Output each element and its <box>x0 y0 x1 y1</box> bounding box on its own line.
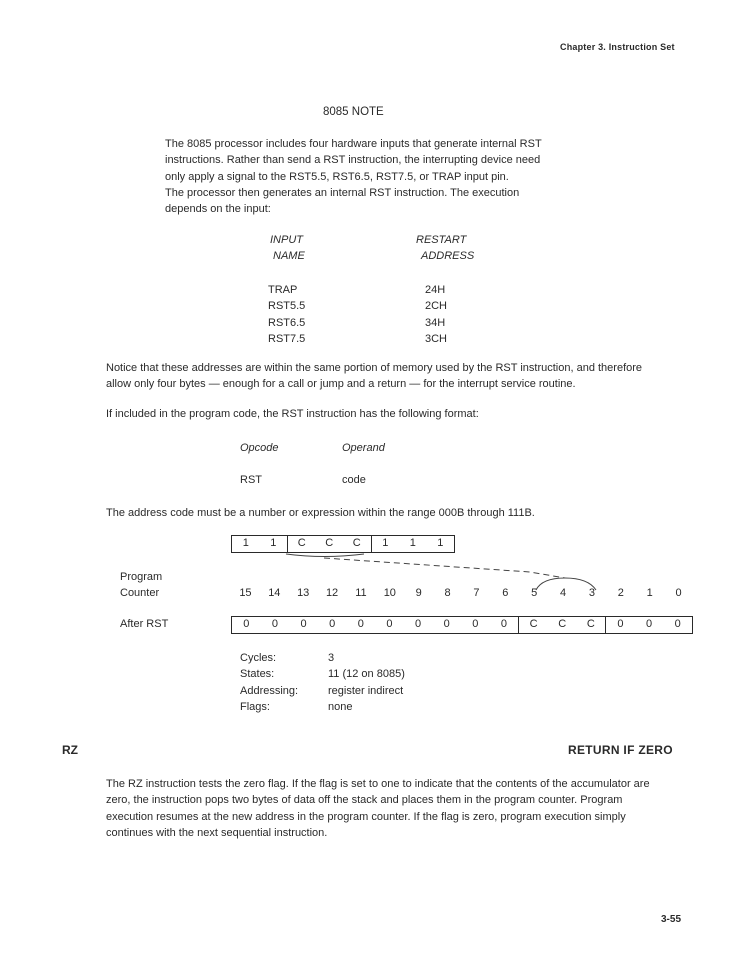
table-cell-name: RST7.5 <box>268 332 306 345</box>
rz-line: continues with the next sequential instruction. <box>106 826 328 839</box>
bit-number: 10 <box>383 587 396 599</box>
spec-label: States: <box>240 668 275 681</box>
pc-bit: 0 <box>646 618 653 630</box>
rz-paragraph <box>106 776 650 841</box>
rz-line: execution resumes at the new address in the program counter. If the flag is zero, program execution simply <box>106 810 626 823</box>
note-line: The processor then generates an internal RST instruction. The execution <box>165 186 520 199</box>
pc-bit: 0 <box>329 618 336 630</box>
bit-number: 13 <box>297 587 310 599</box>
pc-bit: 0 <box>386 618 393 630</box>
table-cell-name: RST5.5 <box>268 300 306 313</box>
spec-label: Addressing: <box>240 684 299 697</box>
format-intro: If included in the program code, the RST instruction has the following format: <box>106 408 479 420</box>
bit-number: 7 <box>473 587 480 599</box>
opcode-bit: C <box>352 537 361 549</box>
bit-number: 6 <box>502 587 509 599</box>
bit-number: 5 <box>531 587 538 599</box>
pc-bit: 0 <box>500 618 507 630</box>
opcode-bit-box <box>231 535 455 553</box>
rz-line: The RZ instruction tests the zero flag. If the flag is set to one to indicate that the contents of the accumulator are <box>106 778 650 790</box>
spec-value: 3 <box>328 652 335 664</box>
notice-line: allow only four bytes — enough for a call or jump and a return — for the interrupt service routine. <box>106 378 576 391</box>
bit-number: 4 <box>560 587 567 599</box>
bit-number: 11 <box>355 587 367 599</box>
table-cell-address: 2CH <box>425 300 448 313</box>
note-line: only apply a signal to the RST5.5, RST6.5, RST7.5, or TRAP input pin. <box>165 170 509 183</box>
name-header: NAME <box>273 250 305 262</box>
after-rst-label: After RST <box>120 618 169 630</box>
bit-number: 1 <box>646 587 653 599</box>
notice-line: Notice that these addresses are within the same portion of memory used by the RST instruction, and therefore <box>106 362 643 374</box>
table-cell-address: 3CH <box>425 332 448 345</box>
ccc-dashed-line <box>324 558 565 578</box>
rz-mnemonic: RZ <box>62 743 78 757</box>
bit-number: 12 <box>325 587 339 599</box>
bit-number: 15 <box>239 587 252 599</box>
opcode-header: Opcode <box>240 442 279 454</box>
pc-bit: 0 <box>674 618 681 630</box>
bit-number: 0 <box>675 587 682 599</box>
notice-paragraph <box>106 360 642 393</box>
operand-header: Operand <box>342 442 385 454</box>
after-rst-bit-box <box>231 616 693 634</box>
opcode-bit: 1 <box>409 537 416 549</box>
program-label: Program <box>120 571 163 583</box>
table-cell-address: 34H <box>425 316 446 329</box>
page-number: 3-55 <box>661 914 682 925</box>
pc-bit: 0 <box>472 618 479 630</box>
pc-bit: 0 <box>300 618 307 630</box>
opcode-bit: C <box>325 537 334 549</box>
spec-labels <box>240 650 298 715</box>
bit-number: 2 <box>617 587 624 599</box>
pc-bit: C <box>558 618 567 630</box>
pc-bit: 0 <box>443 618 450 630</box>
bit-number: 14 <box>268 587 281 599</box>
restart-header: RESTART <box>416 234 467 246</box>
table-cell-name: RST6.5 <box>268 316 306 329</box>
pc-bit: 0 <box>605 617 635 633</box>
note-title: 8085 NOTE <box>323 106 384 118</box>
pc-bit: 0 <box>357 618 364 630</box>
bit-number: 9 <box>415 587 422 599</box>
note-line: depends on the input: <box>165 203 271 216</box>
bit-number: 8 <box>444 587 451 599</box>
code-range-text: The address code must be a number or expression within the range 000B through 111B. <box>106 507 535 519</box>
opcode-bit: 1 <box>371 536 400 552</box>
spec-value: 11 (12 on 8085) <box>328 668 405 681</box>
opcode-bit: 1 <box>270 537 277 549</box>
spec-label: Cycles: <box>240 652 277 664</box>
pc-bit: 0 <box>415 618 422 630</box>
table-cell-name: TRAP <box>268 284 298 296</box>
pc-bit: 0 <box>271 618 278 630</box>
pc-bit: C <box>518 617 548 633</box>
pc-bit: 0 <box>243 618 250 630</box>
spec-value: register indirect <box>328 684 404 697</box>
restart-addresses <box>425 282 447 347</box>
bit-number: 3 <box>588 587 595 599</box>
spec-values <box>328 650 405 715</box>
input-names <box>268 282 305 347</box>
operand-value: code <box>342 474 366 486</box>
opcode-bit: 1 <box>437 537 444 549</box>
note-paragraph <box>165 136 542 217</box>
input-header: INPUT <box>270 234 303 246</box>
chapter-header: Chapter 3. Instruction Set <box>560 42 675 52</box>
rz-line: zero, the instruction pops two bytes of data off the stack and places them in the program counter. Program <box>106 794 623 807</box>
rz-title: RETURN IF ZERO <box>568 743 673 757</box>
ccc-brace <box>286 554 364 557</box>
pc-bit: C <box>586 618 595 630</box>
counter-label: Counter <box>120 587 160 599</box>
bit-number-row <box>231 587 693 599</box>
note-line: The 8085 processor includes four hardware inputs that generate internal RST <box>165 138 542 150</box>
opcode-bit: C <box>287 536 316 552</box>
opcode-bit: 1 <box>242 537 249 549</box>
opcode-value: RST <box>240 474 262 486</box>
address-header: ADDRESS <box>421 250 475 262</box>
spec-label: Flags: <box>240 700 270 713</box>
note-line: instructions. Rather than send a RST instruction, the interrupting device need <box>165 154 541 167</box>
table-cell-address: 24H <box>425 284 446 296</box>
spec-value: none <box>328 700 353 713</box>
